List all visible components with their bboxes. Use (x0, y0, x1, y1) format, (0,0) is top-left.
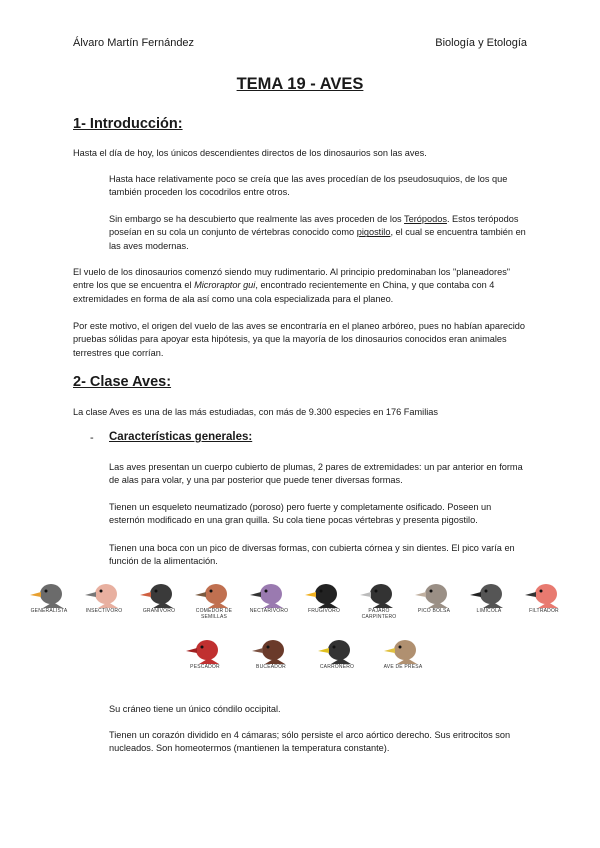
bird-beak-shape (195, 592, 206, 597)
bird-head-7 (407, 580, 461, 614)
bird-head-4 (242, 580, 296, 614)
bird-eye (375, 590, 378, 593)
section-2-intro: La clase Aves es una de las más estudiadas, con más de 9.300 especies en 176 Familias (73, 407, 438, 417)
page-title: TEMA 19 - AVES (236, 75, 364, 93)
bird-eye (485, 590, 488, 593)
char-paragraph-3: Tienen una boca con un pico de diversas formas, con cubierta córnea y sin dientes. El pico varía en función de la alimentación. (109, 543, 515, 567)
bird-head-0 (22, 580, 76, 614)
bird-head-drawing (469, 580, 509, 608)
bird-head-drawing (317, 636, 357, 664)
bird-label: CARROÑERO (319, 664, 355, 670)
bird-eye (399, 646, 402, 649)
bird-label: AVE DE PRESA (383, 664, 423, 670)
bird-label: LIMÍCOLA (476, 608, 502, 614)
bird-label: BUCEADOR (256, 664, 286, 670)
bird-head-drawing (383, 636, 423, 664)
bird-head-1 (77, 580, 131, 614)
bird-head-shape (425, 584, 447, 604)
char-paragraph-2: Tienen un esqueleto neumatizado (poroso) pero fuerte y completamente osificado. Poseen un esternón modificado en una gran quilla. Su cola tiene pocas vértebras y presenta pigostilo. (109, 502, 492, 526)
bird-head-6 (352, 580, 406, 620)
bird-beak-shape (252, 648, 263, 653)
bird-head-0 (178, 636, 232, 670)
intro-paragraph-5: Por este motivo, el origen del vuelo de las aves se encontraría en el planeo arbóreo, pues no habían aparecido pruebas sólidas para apoyar esta hipótesis, ya que la mayoría de los dinosaurios conocidos eran animales terrestres que corrían. (73, 321, 526, 358)
char-paragraph-1: Las aves presentan un cuerpo cubierto de plumas, 2 pares de extremidades: un par anterior en forma de alas para volar, y una par posterior que puede tener diversas formas. (109, 462, 523, 486)
bird-eye (430, 590, 433, 593)
bird-head-drawing (194, 580, 234, 608)
bird-head-shape (40, 584, 62, 604)
bird-head-shape (262, 640, 284, 660)
bird-head-shape (535, 584, 557, 604)
bird-eye (333, 646, 336, 649)
bullet-marker: - (90, 432, 94, 444)
bird-label: PÁJARO CARPINTERO (361, 608, 397, 620)
bird-beak-shape (415, 592, 426, 597)
bird-head-1 (244, 636, 298, 670)
bird-head-drawing (249, 580, 289, 608)
bird-label: FRUGÍVORO (307, 608, 341, 614)
section-2-heading: 2- Clase Aves: (73, 374, 172, 390)
bird-eye (201, 646, 204, 649)
bird-eye (267, 646, 270, 649)
bird-head-drawing (139, 580, 179, 608)
section-1-heading: 1- Introducción: (73, 116, 183, 132)
microraptor-name: Microraptor gui (194, 280, 256, 291)
bird-eye (45, 590, 48, 593)
bird-eye (155, 590, 158, 593)
bird-head-drawing (185, 636, 225, 664)
bird-head-drawing (304, 580, 344, 608)
bird-head-drawing (524, 580, 564, 608)
bird-head-shape (196, 640, 218, 660)
subheading-characteristics: Características generales: (109, 431, 253, 443)
bird-label: INSECTÍVORO (85, 608, 123, 614)
bird-label: GENERALISTA (30, 608, 68, 614)
p4-text-a: El vuelo de los dinosaurios comenzó siendo muy rudimentario. Al principio predominaban los "planeadores" entre los que se encuentra el (73, 267, 511, 291)
bird-head-9 (517, 580, 571, 614)
bird-eye (100, 590, 103, 593)
bird-head-shape (315, 584, 337, 604)
bird-head-drawing (359, 580, 399, 608)
bird-label: COMEDOR DE SEMILLAS (195, 608, 233, 620)
term-teropodos: Terópodos (404, 214, 447, 224)
bird-head-shape (394, 640, 416, 660)
p3-text-b: . Estos terópodos poseían en su cola un conjunto de vértebras conocido como (109, 214, 519, 238)
bird-beak-shape (470, 592, 481, 597)
bird-beak-shape (85, 592, 96, 597)
bird-label: NECTARÍVORO (249, 608, 289, 614)
intro-paragraph-4 (73, 266, 533, 306)
bird-head-shape (260, 584, 282, 604)
bird-head-shape (95, 584, 117, 604)
bird-beak-shape (384, 648, 395, 653)
char-paragraph-5: Tienen un corazón dividido en 4 cámaras; sólo persiste el arco aórtico derecho. Sus eritrocitos son nucleados. Son homeotermos (mantienen la temperatura constante). (109, 730, 511, 754)
p3-text-c: , el cual se encuentra también en las aves modernas. (109, 227, 526, 251)
bird-beak-shape (140, 592, 151, 597)
intro-paragraph-2: Hasta hace relativamente poco se creía que las aves procedían de los pseudosuquios, de los que también proceden los cocodrilos entre otros. (109, 174, 508, 198)
bird-beak-shape (250, 592, 261, 597)
bird-label: GRANÍVORO (142, 608, 176, 614)
bird-beak-shape (30, 592, 41, 597)
bird-eye (320, 590, 323, 593)
bird-beak-shape (318, 648, 329, 653)
bird-head-8 (462, 580, 516, 614)
bird-beak-shape (186, 648, 197, 653)
term-pigostilo: pigostilo (356, 227, 391, 238)
bird-label: PICO BOLSA (417, 608, 451, 614)
bird-head-shape (328, 640, 350, 660)
bird-eye (210, 590, 213, 593)
bird-head-drawing (414, 580, 454, 608)
bird-head-2 (310, 636, 364, 670)
p3-text-a: Sin embargo se ha descubierto que realmente las aves proceden de los (109, 214, 405, 224)
bird-head-shape (370, 584, 392, 604)
bird-label: PESCADOR (190, 664, 220, 670)
bird-beak-shape (305, 592, 316, 597)
bird-beak-shape (360, 592, 371, 597)
bird-head-5 (297, 580, 351, 614)
bird-label: FILTRADOR (529, 608, 559, 614)
bird-head-2 (132, 580, 186, 614)
bird-head-shape (205, 584, 227, 604)
bird-eye (265, 590, 268, 593)
bird-head-shape (150, 584, 172, 604)
bird-beak-shape (525, 592, 536, 597)
bird-head-3 (187, 580, 241, 620)
bird-head-3 (376, 636, 430, 670)
bird-eye (540, 590, 543, 593)
intro-paragraph-1: Hasta el día de hoy, los únicos descendientes directos de los dinosaurios son las aves. (73, 148, 427, 158)
bird-head-drawing (29, 580, 69, 608)
p4-text-b: , encontrado recientemente en China, y que contaba con 4 extremidades en forma de ala así como una cola especializada para el planeo. (73, 280, 495, 304)
bird-head-drawing (84, 580, 124, 608)
beak-types-figure (0, 578, 600, 683)
bird-head-drawing (251, 636, 291, 664)
intro-paragraph-3 (109, 213, 529, 253)
char-paragraph-4: Su cráneo tiene un único cóndilo occipital. (109, 704, 281, 714)
header-subject: Biología y Etología (435, 37, 527, 49)
header-author: Álvaro Martín Fernández (73, 37, 195, 49)
bird-head-shape (480, 584, 502, 604)
